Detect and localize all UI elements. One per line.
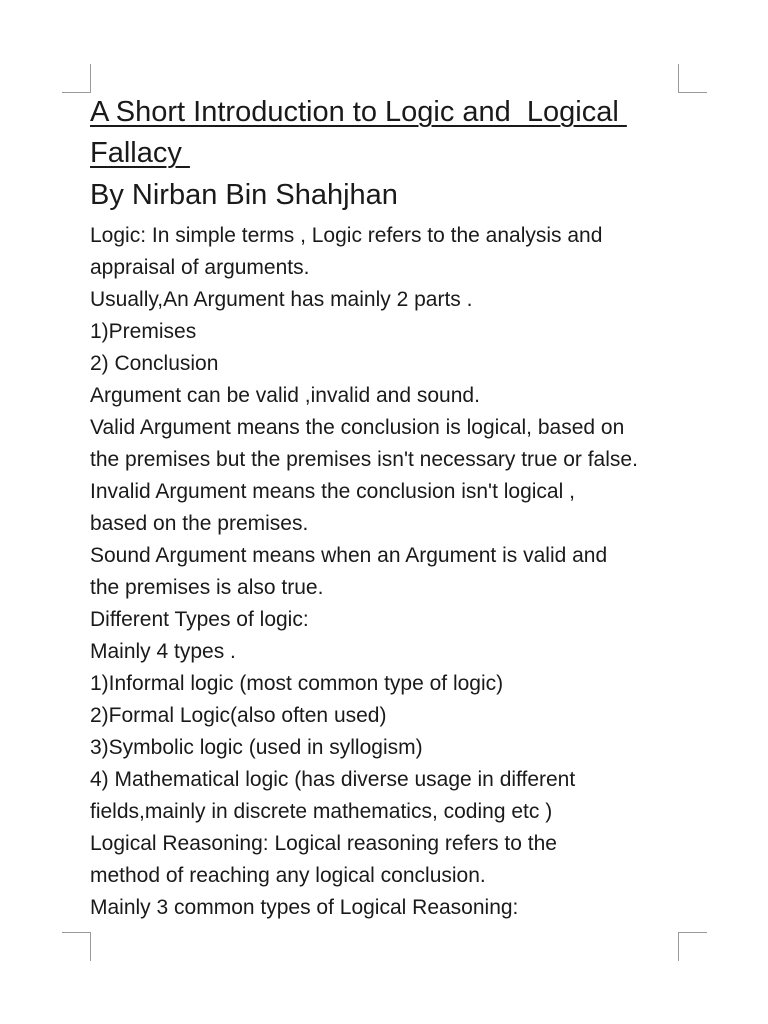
body-line: 2) Conclusion xyxy=(90,352,219,375)
body-line: based on the premises. xyxy=(90,512,309,535)
body-line: Sound Argument means when an Argument is valid and xyxy=(90,544,608,567)
body-line: Logical Reasoning: Logical reasoning refers to the xyxy=(90,832,557,855)
body-line: Usually,An Argument has mainly 2 parts . xyxy=(90,288,473,311)
body-line: 1)Premises xyxy=(90,320,197,343)
document-title-line-2: Fallacy xyxy=(90,137,190,169)
body-line: Argument can be valid ,invalid and sound. xyxy=(90,384,480,407)
body-line: 4) Mathematical logic (has diverse usage in different xyxy=(90,768,576,791)
body-line: Different Types of logic: xyxy=(90,608,309,631)
body-line: method of reaching any logical conclusion. xyxy=(90,864,486,887)
body-line: Mainly 3 common types of Logical Reasoning: xyxy=(90,896,519,919)
body-line: the premises but the premises isn't necessary true or false. xyxy=(90,448,638,471)
document-body xyxy=(90,92,690,924)
crop-mark-bottom-right xyxy=(678,932,707,961)
body-line: 3)Symbolic logic (used in syllogism) xyxy=(90,736,423,759)
body-line: Valid Argument means the conclusion is logical, based on xyxy=(90,416,625,439)
body-line: Logic: In simple terms , Logic refers to the analysis and xyxy=(90,224,603,247)
body-line: Mainly 4 types . xyxy=(90,640,236,663)
document-author: By Nirban Bin Shahjhan xyxy=(90,179,398,211)
body-line: appraisal of arguments. xyxy=(90,256,310,279)
body-line: the premises is also true. xyxy=(90,576,324,599)
body-line: fields,mainly in discrete mathematics, coding etc ) xyxy=(90,800,553,823)
crop-mark-bottom-left xyxy=(62,932,91,961)
crop-mark-top-left xyxy=(62,64,91,93)
body-line: 1)Informal logic (most common type of logic) xyxy=(90,672,504,695)
body-line: Invalid Argument means the conclusion isn't logical , xyxy=(90,480,575,503)
document-title-line-1: A Short Introduction to Logic and Logical xyxy=(90,96,627,128)
body-line: 2)Formal Logic(also often used) xyxy=(90,704,387,727)
crop-mark-top-right xyxy=(678,64,707,93)
